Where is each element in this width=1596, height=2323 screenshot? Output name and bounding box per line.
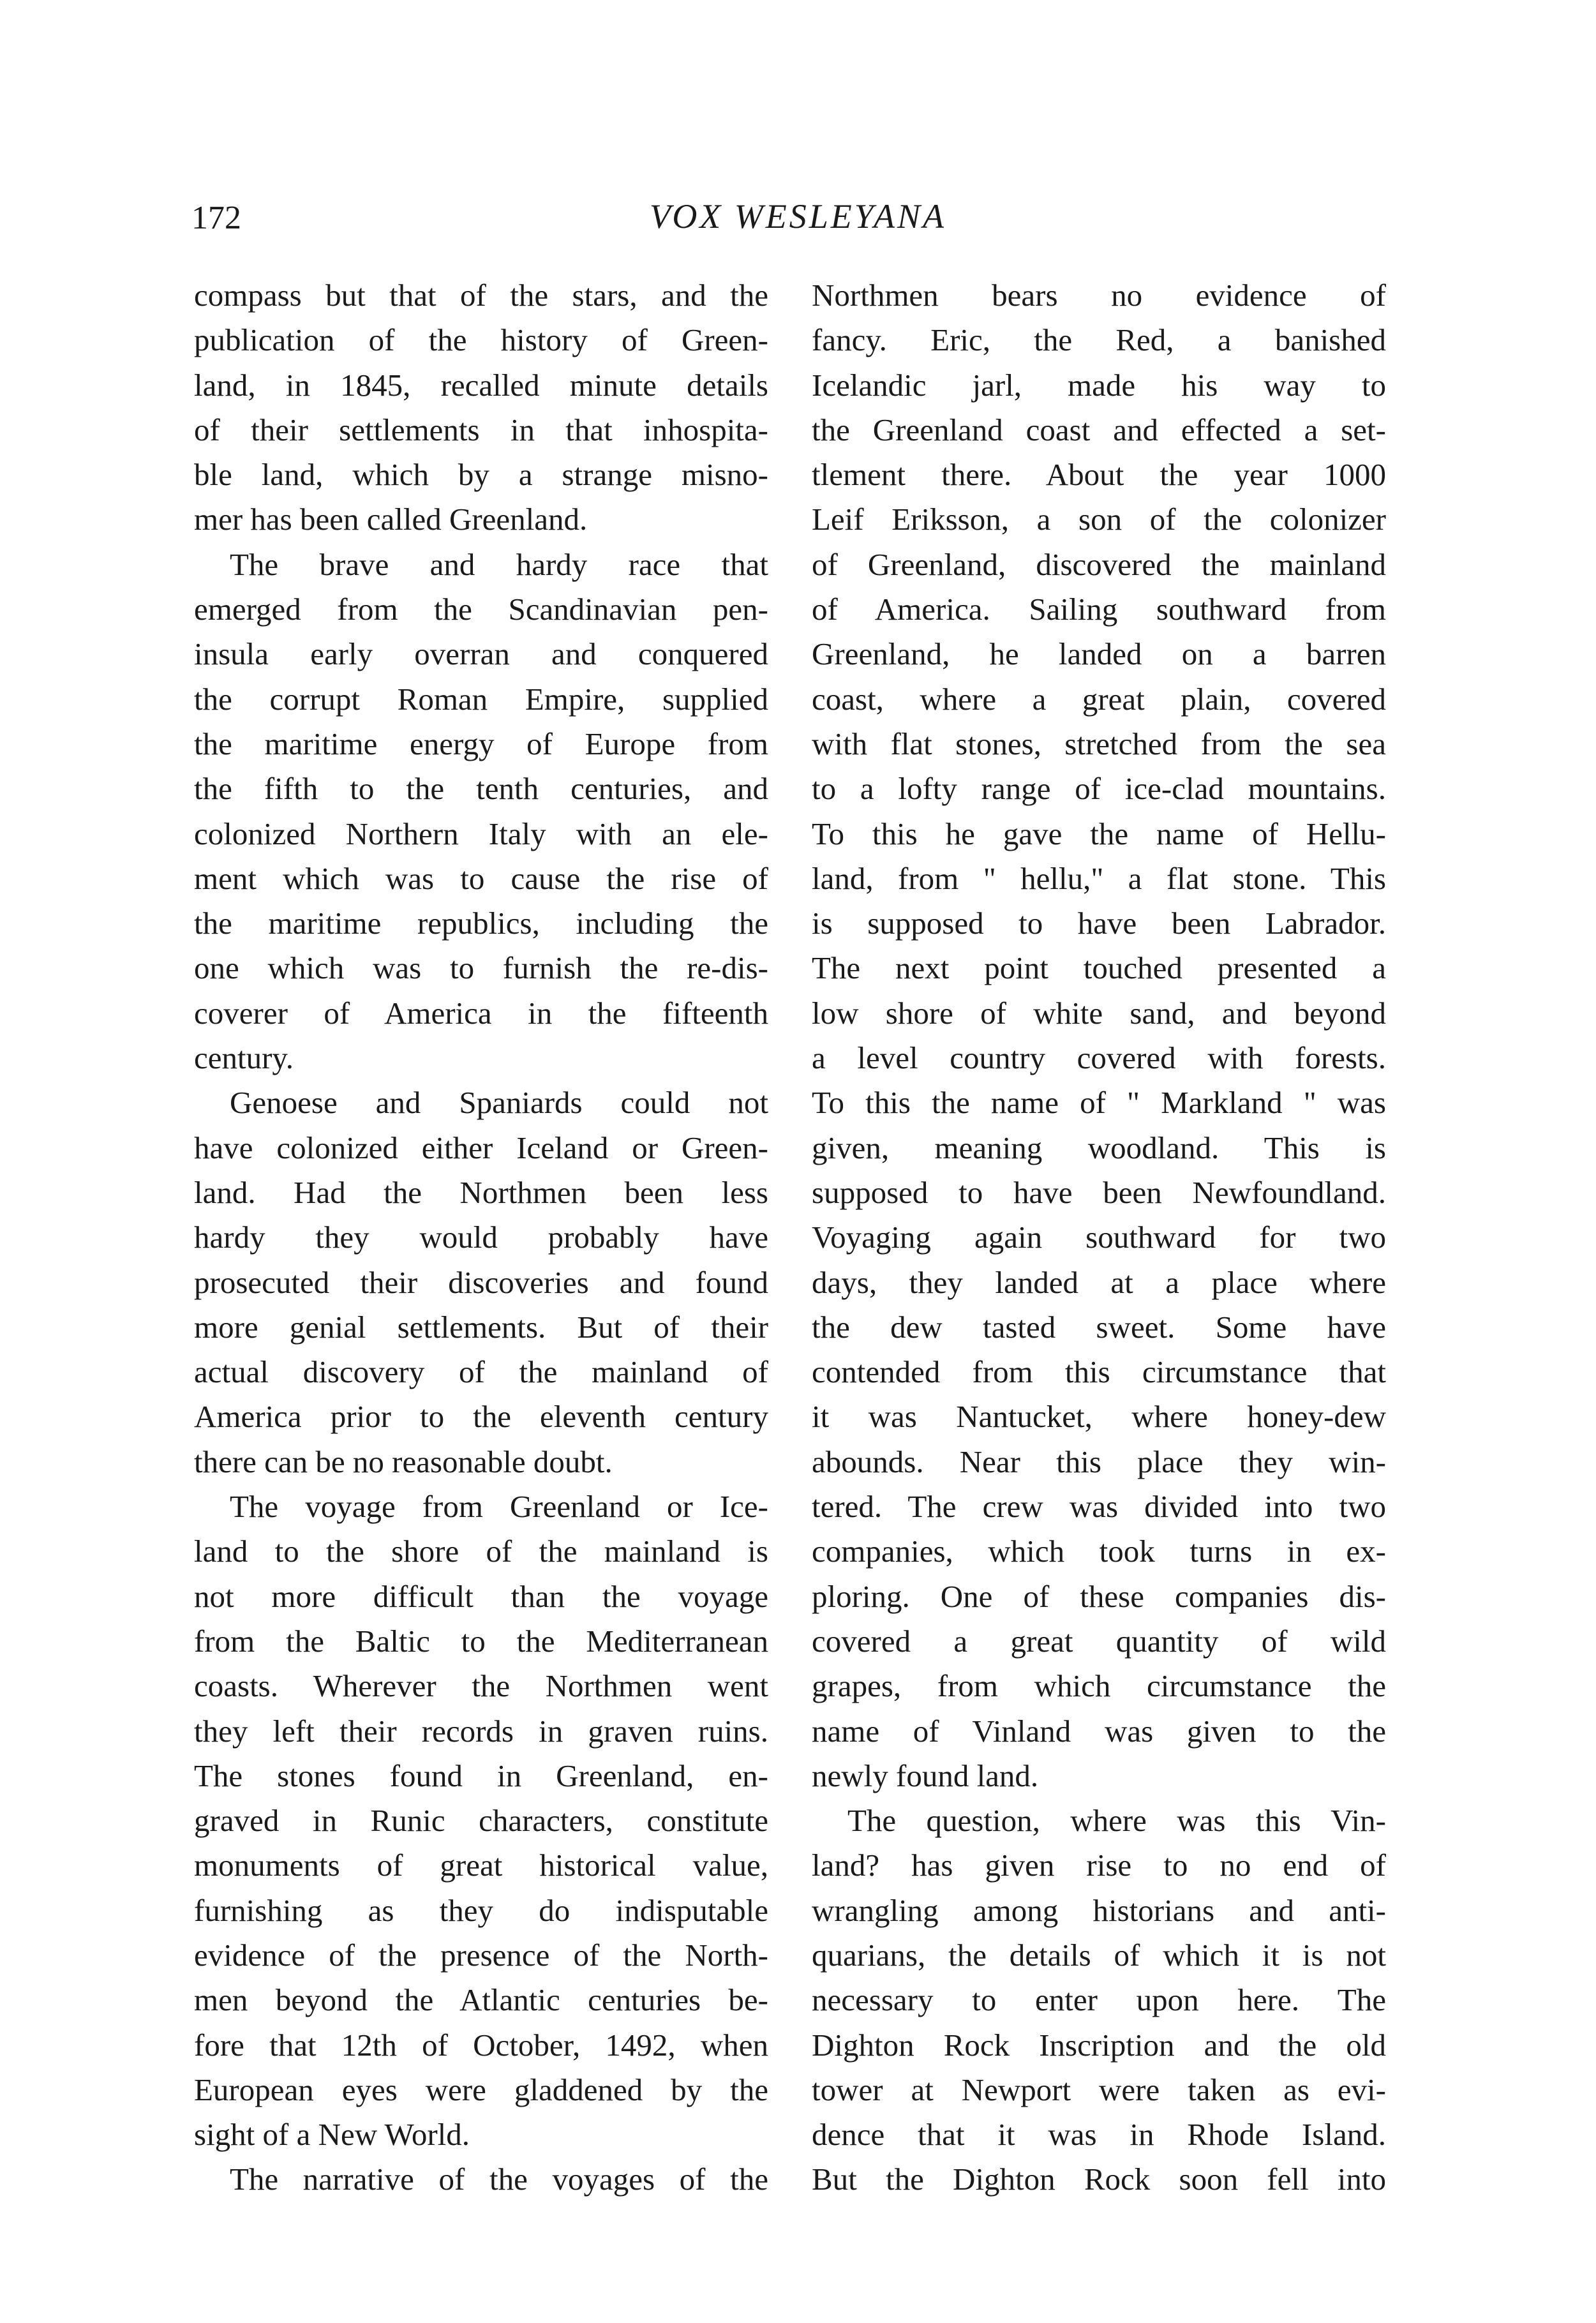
text-line: tered. The crew was divided into two <box>812 1489 1386 1525</box>
text-line: covered a great quantity of wild <box>812 1623 1386 1659</box>
text-line: land to the shore of the mainland is <box>194 1534 768 1569</box>
text-line: the fifth to the tenth centuries, and <box>194 771 768 807</box>
text-line: coast, where a great plain, covered <box>812 681 1386 717</box>
text-line: wrangling among historians and anti- <box>812 1892 1386 1928</box>
text-line: contended from this circumstance that <box>812 1354 1386 1390</box>
text-line: actual discovery of the mainland of <box>194 1354 768 1390</box>
text-line: the Greenland coast and effected a set- <box>812 412 1386 447</box>
text-line: the maritime energy of Europe from <box>194 726 768 761</box>
text-line: of their settlements in that inhospita- <box>194 412 768 447</box>
text-line: of Greenland, discovered the mainland <box>812 546 1386 582</box>
text-line: hardy they would probably have <box>194 1220 768 1255</box>
text-line: sight of a New World. <box>194 2117 470 2153</box>
text-line: coverer of America in the fifteenth <box>194 995 768 1031</box>
text-line: mer has been called Greenland. <box>194 502 588 537</box>
text-line: fancy. Eric, the Red, a banished <box>812 322 1386 358</box>
left-column <box>194 273 768 2202</box>
page-number: 172 <box>191 200 241 236</box>
text-line: have colonized either Iceland or Green- <box>194 1130 768 1165</box>
text-line: To this the name of " Markland " was <box>812 1085 1386 1121</box>
paragraph <box>194 2157 768 2202</box>
text-line: name of Vinland was given to the <box>812 1713 1386 1749</box>
text-line: dence that it was in Rhode Island. <box>812 2117 1386 2153</box>
text-line: Dighton Rock Inscription and the old <box>812 2027 1386 2063</box>
text-line: is supposed to have been Labrador. <box>812 906 1386 941</box>
text-line: tower at Newport were taken as evi- <box>812 2072 1386 2107</box>
text-line: The next point touched presented a <box>812 950 1386 986</box>
running-title <box>0 197 1596 236</box>
text-line: The stones found in Greenland, en- <box>194 1758 768 1793</box>
text-line: the maritime republics, including the <box>194 906 768 941</box>
text-line: of America. Sailing southward from <box>812 592 1386 627</box>
paragraph <box>194 542 768 1081</box>
text-line: century. <box>194 1040 294 1076</box>
text-line: Genoese and Spaniards could not <box>230 1085 768 1121</box>
text-line: land, from " hellu," a flat stone. This <box>812 860 1386 896</box>
text-line: ble land, which by a strange misno- <box>194 457 768 493</box>
text-line: more genial settlements. But of their <box>194 1309 768 1345</box>
text-line: compass but that of the stars, and the <box>194 278 768 313</box>
text-line: there can be no reasonable doubt. <box>194 1444 613 1479</box>
right-column <box>812 273 1386 2202</box>
text-line: evidence of the presence of the North- <box>194 1937 768 1973</box>
text-line: ment which was to cause the rise of <box>194 860 768 896</box>
text-line: supposed to have been Newfoundland. <box>812 1174 1386 1210</box>
text-line: a level country covered with forests. <box>812 1040 1386 1076</box>
text-line: quarians, the details of which it is not <box>812 1937 1386 1973</box>
text-line: abounds. Near this place they win- <box>812 1444 1386 1479</box>
text-line: Northmen bears no evidence of <box>812 278 1386 313</box>
text-line: To this he gave the name of Hellu- <box>812 816 1386 851</box>
text-line: Greenland, he landed on a barren <box>812 636 1386 672</box>
text-line: from the Baltic to the Mediterranean <box>194 1623 768 1659</box>
text-line: to a lofty range of ice-clad mountains. <box>812 771 1386 807</box>
paragraph <box>194 273 768 542</box>
text-line: monuments of great historical value, <box>194 1848 768 1883</box>
paragraph <box>194 1484 768 2157</box>
text-line: Icelandic jarl, made his way to <box>812 367 1386 403</box>
text-line: emerged from the Scandinavian pen- <box>194 592 768 627</box>
text-line: coasts. Wherever the Northmen went <box>194 1668 768 1704</box>
text-line: one which was to furnish the re-dis- <box>194 950 768 986</box>
text-line: land? has given rise to no end of <box>812 1848 1386 1883</box>
text-line: European eyes were gladdened by the <box>194 2072 768 2107</box>
text-line: prosecuted their discoveries and found <box>194 1264 768 1300</box>
text-line: furnishing as they do indisputable <box>194 1892 768 1928</box>
paragraph <box>812 273 1386 1798</box>
text-line: low shore of white sand, and beyond <box>812 995 1386 1031</box>
text-line: given, meaning woodland. This is <box>812 1130 1386 1165</box>
text-line: men beyond the Atlantic centuries be- <box>194 1982 768 2018</box>
text-line: with flat stones, stretched from the sea <box>812 726 1386 761</box>
text-line: Voyaging again southward for two <box>812 1220 1386 1255</box>
text-line: days, they landed at a place where <box>812 1264 1386 1300</box>
text-line: the corrupt Roman Empire, supplied <box>194 681 768 717</box>
running-title-text: VOX WESLEYANA <box>649 197 947 235</box>
text-line: they left their records in graven ruins. <box>194 1713 768 1749</box>
paragraph <box>812 1798 1386 2202</box>
text-line: fore that 12th of October, 1492, when <box>194 2027 768 2063</box>
text-line: Leif Eriksson, a son of the colonizer <box>812 502 1386 537</box>
text-line: companies, which took turns in ex- <box>812 1534 1386 1569</box>
text-line: graved in Runic characters, constitute <box>194 1803 768 1839</box>
text-line: The narrative of the voyages of the <box>230 2162 768 2197</box>
text-line: publication of the history of Green- <box>194 322 768 358</box>
text-line: grapes, from which circumstance the <box>812 1668 1386 1704</box>
text-line: But the Dighton Rock soon fell into <box>812 2162 1386 2197</box>
text-line: newly found land. <box>812 1758 1039 1793</box>
text-line: The voyage from Greenland or Ice- <box>230 1489 768 1525</box>
text-line: ploring. One of these companies dis- <box>812 1578 1386 1614</box>
text-line: The question, where was this Vin- <box>847 1803 1386 1839</box>
text-line: it was Nantucket, where honey-dew <box>812 1399 1386 1435</box>
text-line: America prior to the eleventh century <box>194 1399 768 1435</box>
text-line: colonized Northern Italy with an ele- <box>194 816 768 851</box>
paragraph <box>194 1080 768 1484</box>
text-line: land, in 1845, recalled minute details <box>194 367 768 403</box>
text-line: tlement there. About the year 1000 <box>812 457 1386 493</box>
text-line: insula early overran and conquered <box>194 636 768 672</box>
text-line: not more difficult than the voyage <box>194 1578 768 1614</box>
text-line: The brave and hardy race that <box>230 546 768 582</box>
text-line: the dew tasted sweet. Some have <box>812 1309 1386 1345</box>
text-line: necessary to enter upon here. The <box>812 1982 1386 2018</box>
text-line: land. Had the Northmen been less <box>194 1174 768 1210</box>
